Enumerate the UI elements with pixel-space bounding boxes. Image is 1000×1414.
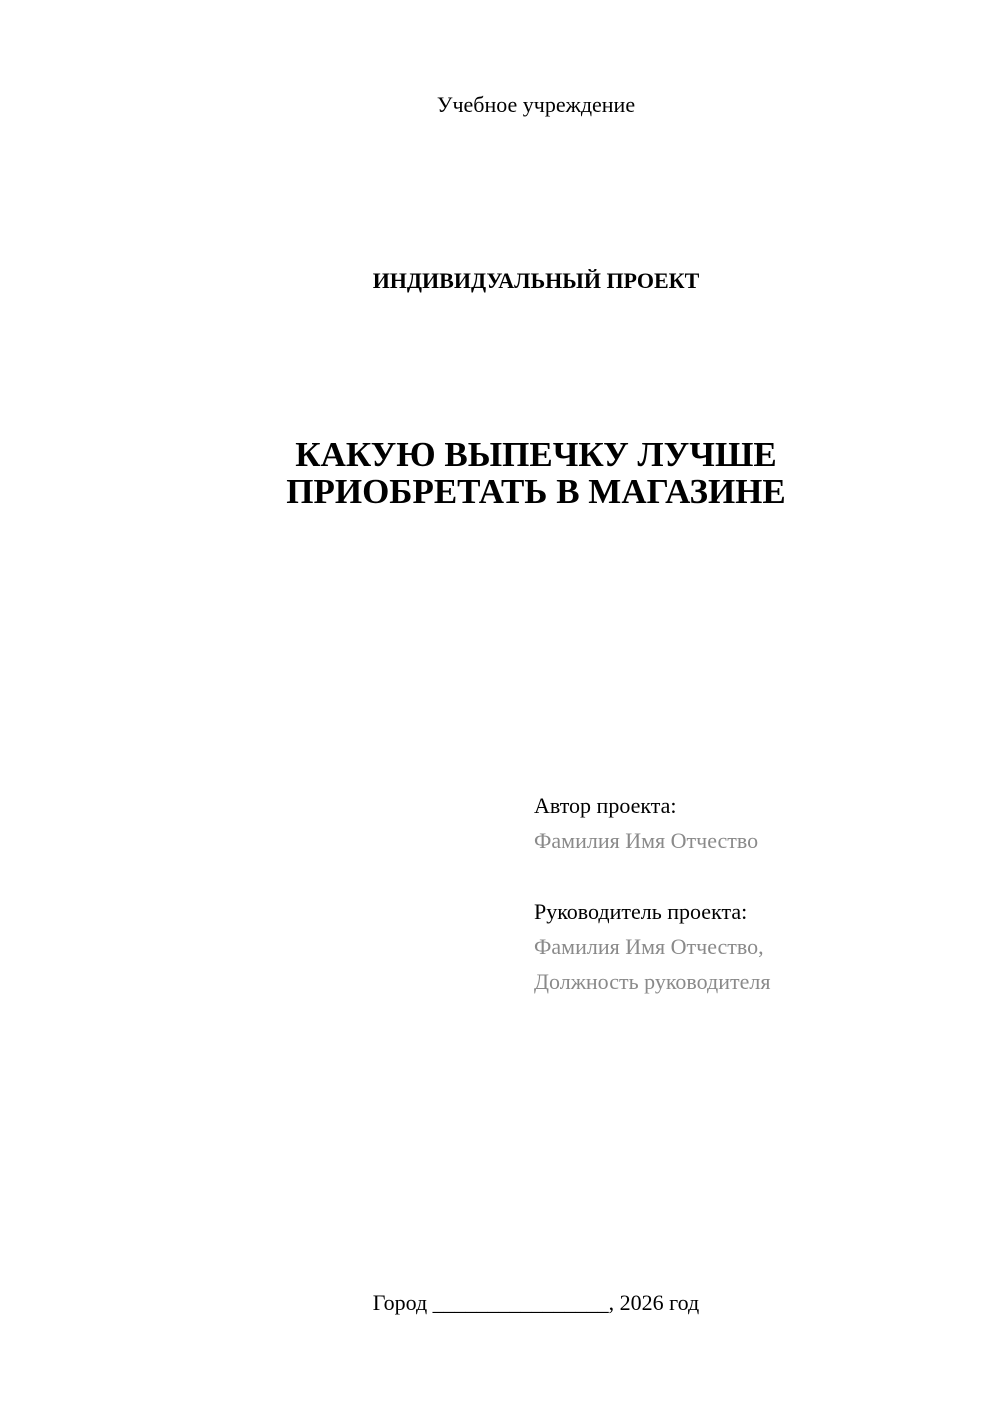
spacer: [534, 858, 974, 894]
project-title-line-1: КАКУЮ ВЫПЕЧКУ ЛУЧШЕ: [295, 435, 777, 474]
project-info: [534, 788, 974, 999]
institution-name: Учебное учреждение: [436, 92, 636, 117]
document-type: ИНДИВИДУАЛЬНЫЙ ПРОЕКТ: [372, 268, 700, 293]
project-title: [0, 436, 1000, 510]
supervisor-name: Фамилия Имя Отчество,: [534, 934, 764, 959]
project-title-line-2: ПРИОБРЕТАТЬ В МАГАЗИНЕ: [286, 472, 786, 511]
author-name: Фамилия Имя Отчество: [534, 828, 759, 853]
supervisor-label: Руководитель проекта:: [534, 899, 748, 924]
supervisor-position: Должность руководителя: [534, 969, 771, 994]
author-label: Автор проекта:: [534, 793, 677, 818]
city-year-footer: Город ________________, 2026 год: [372, 1290, 700, 1315]
